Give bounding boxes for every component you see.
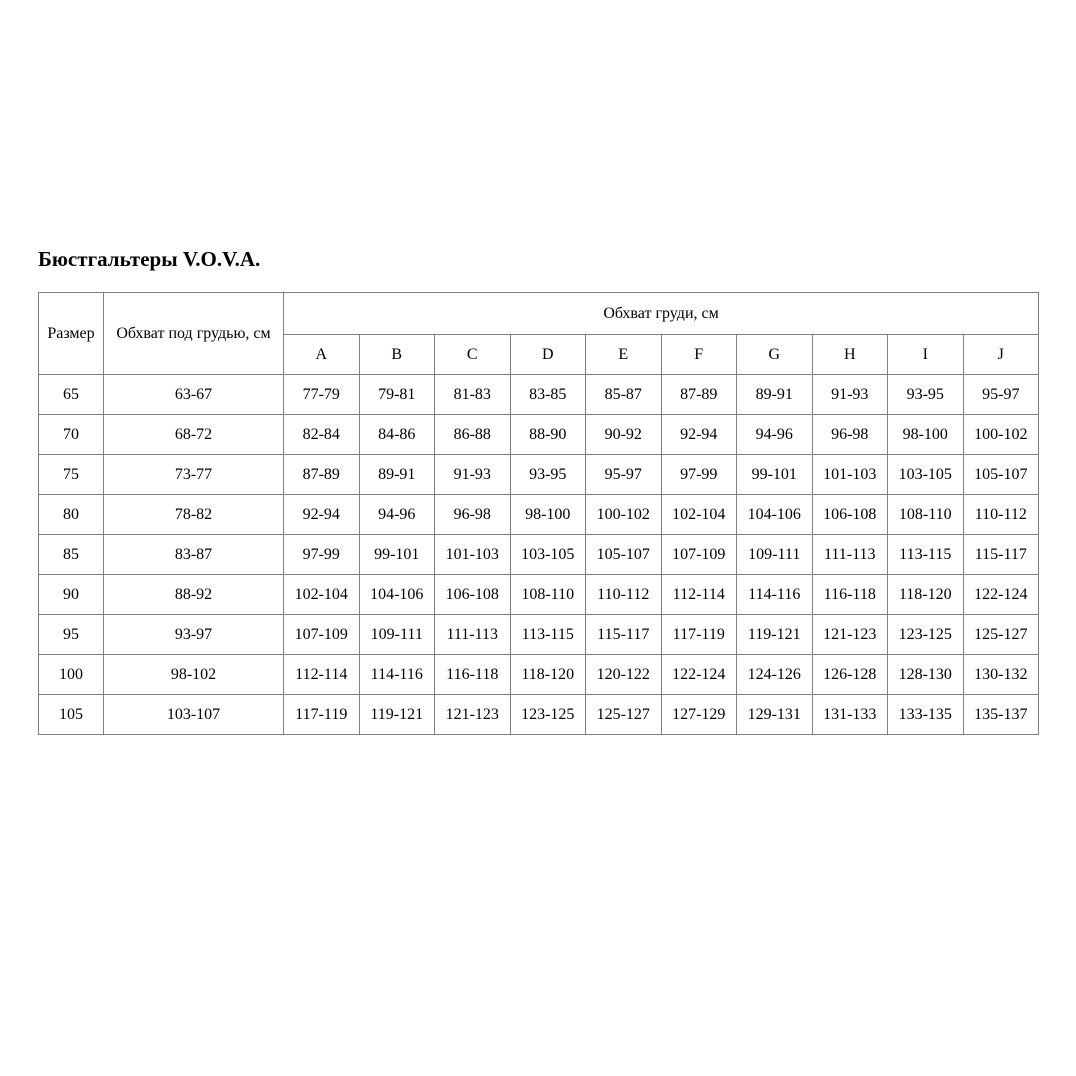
cup-cell: 115-117 bbox=[586, 615, 662, 655]
cup-cell: 133-135 bbox=[888, 695, 964, 735]
cup-cell: 115-117 bbox=[963, 535, 1039, 575]
cup-cell: 102-104 bbox=[284, 575, 360, 615]
cup-cell: 91-93 bbox=[812, 375, 888, 415]
underbust-cell: 103-107 bbox=[104, 695, 284, 735]
underbust-cell: 78-82 bbox=[104, 495, 284, 535]
cup-cell: 111-113 bbox=[812, 535, 888, 575]
cup-cell: 110-112 bbox=[586, 575, 662, 615]
cup-cell: 96-98 bbox=[435, 495, 511, 535]
header-cup-E: E bbox=[586, 335, 662, 375]
cup-cell: 116-118 bbox=[812, 575, 888, 615]
cup-cell: 113-115 bbox=[510, 615, 586, 655]
table-header bbox=[39, 293, 1039, 375]
underbust-cell: 63-67 bbox=[104, 375, 284, 415]
cup-cell: 104-106 bbox=[737, 495, 813, 535]
cup-cell: 124-126 bbox=[737, 655, 813, 695]
size-cell: 70 bbox=[39, 415, 104, 455]
cup-cell: 114-116 bbox=[359, 655, 435, 695]
cup-cell: 106-108 bbox=[435, 575, 511, 615]
page-title: Бюстгальтеры V.O.V.A. bbox=[38, 247, 261, 271]
cup-cell: 135-137 bbox=[963, 695, 1039, 735]
cup-cell: 109-111 bbox=[359, 615, 435, 655]
cup-cell: 108-110 bbox=[510, 575, 586, 615]
cup-cell: 128-130 bbox=[888, 655, 964, 695]
cup-cell: 117-119 bbox=[284, 695, 360, 735]
cup-cell: 99-101 bbox=[359, 535, 435, 575]
cup-cell: 126-128 bbox=[812, 655, 888, 695]
cup-cell: 87-89 bbox=[284, 455, 360, 495]
cup-cell: 95-97 bbox=[963, 375, 1039, 415]
cup-cell: 107-109 bbox=[661, 535, 737, 575]
table-row bbox=[39, 455, 1039, 495]
cup-cell: 121-123 bbox=[435, 695, 511, 735]
header-cup-I: I bbox=[888, 335, 964, 375]
underbust-cell: 93-97 bbox=[104, 615, 284, 655]
cup-cell: 83-85 bbox=[510, 375, 586, 415]
cup-cell: 113-115 bbox=[888, 535, 964, 575]
bust-header-row bbox=[39, 293, 1039, 335]
cup-cell: 84-86 bbox=[359, 415, 435, 455]
cup-cell: 127-129 bbox=[661, 695, 737, 735]
header-cup-D: D bbox=[510, 335, 586, 375]
header-cup-C: C bbox=[435, 335, 511, 375]
cup-cell: 92-94 bbox=[661, 415, 737, 455]
cup-cell: 101-103 bbox=[812, 455, 888, 495]
cup-cell: 122-124 bbox=[963, 575, 1039, 615]
header-cup-A: A bbox=[284, 335, 360, 375]
cup-cell: 90-92 bbox=[586, 415, 662, 455]
cup-cell: 103-105 bbox=[510, 535, 586, 575]
size-cell: 85 bbox=[39, 535, 104, 575]
cup-cell: 111-113 bbox=[435, 615, 511, 655]
cup-cell: 110-112 bbox=[963, 495, 1039, 535]
underbust-cell: 88-92 bbox=[104, 575, 284, 615]
header-cup-B: B bbox=[359, 335, 435, 375]
cup-cell: 123-125 bbox=[888, 615, 964, 655]
cup-cell: 77-79 bbox=[284, 375, 360, 415]
cup-cell: 106-108 bbox=[812, 495, 888, 535]
cup-cell: 105-107 bbox=[586, 535, 662, 575]
cup-cell: 108-110 bbox=[888, 495, 964, 535]
underbust-cell: 83-87 bbox=[104, 535, 284, 575]
cup-cell: 92-94 bbox=[284, 495, 360, 535]
cup-cell: 95-97 bbox=[586, 455, 662, 495]
cup-cell: 103-105 bbox=[888, 455, 964, 495]
cup-cell: 117-119 bbox=[661, 615, 737, 655]
table-row bbox=[39, 695, 1039, 735]
cup-cell: 104-106 bbox=[359, 575, 435, 615]
cup-cell: 89-91 bbox=[737, 375, 813, 415]
table-row bbox=[39, 495, 1039, 535]
table-body bbox=[39, 375, 1039, 735]
cup-cell: 91-93 bbox=[435, 455, 511, 495]
cup-cell: 97-99 bbox=[284, 535, 360, 575]
cup-cell: 94-96 bbox=[737, 415, 813, 455]
header-size: Размер bbox=[39, 293, 104, 375]
cup-cell: 123-125 bbox=[510, 695, 586, 735]
cup-cell: 120-122 bbox=[586, 655, 662, 695]
size-cell: 105 bbox=[39, 695, 104, 735]
table-row bbox=[39, 415, 1039, 455]
cup-cell: 99-101 bbox=[737, 455, 813, 495]
cup-cell: 109-111 bbox=[737, 535, 813, 575]
size-chart-table bbox=[38, 292, 1039, 735]
header-underbust: Обхват под грудью, см bbox=[104, 293, 284, 375]
cup-cell: 98-100 bbox=[510, 495, 586, 535]
cup-cell: 122-124 bbox=[661, 655, 737, 695]
cup-cell: 86-88 bbox=[435, 415, 511, 455]
cup-cell: 82-84 bbox=[284, 415, 360, 455]
table-row bbox=[39, 615, 1039, 655]
underbust-cell: 98-102 bbox=[104, 655, 284, 695]
cup-cell: 102-104 bbox=[661, 495, 737, 535]
cup-cell: 97-99 bbox=[661, 455, 737, 495]
cup-cell: 131-133 bbox=[812, 695, 888, 735]
cup-cell: 129-131 bbox=[737, 695, 813, 735]
cup-cell: 93-95 bbox=[888, 375, 964, 415]
cup-cell: 79-81 bbox=[359, 375, 435, 415]
size-cell: 100 bbox=[39, 655, 104, 695]
cup-cell: 93-95 bbox=[510, 455, 586, 495]
cup-cell: 107-109 bbox=[284, 615, 360, 655]
cup-cell: 125-127 bbox=[963, 615, 1039, 655]
cup-cell: 112-114 bbox=[661, 575, 737, 615]
cup-cell: 94-96 bbox=[359, 495, 435, 535]
cup-cell: 130-132 bbox=[963, 655, 1039, 695]
cup-cell: 116-118 bbox=[435, 655, 511, 695]
header-bust: Обхват груди, см bbox=[284, 293, 1039, 335]
cup-cell: 112-114 bbox=[284, 655, 360, 695]
content-area bbox=[38, 0, 1039, 735]
cup-cell: 89-91 bbox=[359, 455, 435, 495]
cup-cell: 85-87 bbox=[586, 375, 662, 415]
table-row bbox=[39, 375, 1039, 415]
size-cell: 65 bbox=[39, 375, 104, 415]
cup-cell: 100-102 bbox=[586, 495, 662, 535]
size-cell: 80 bbox=[39, 495, 104, 535]
header-cup-H: H bbox=[812, 335, 888, 375]
cup-cell: 119-121 bbox=[737, 615, 813, 655]
size-cell: 75 bbox=[39, 455, 104, 495]
cup-cell: 105-107 bbox=[963, 455, 1039, 495]
cup-cell: 121-123 bbox=[812, 615, 888, 655]
size-cell: 90 bbox=[39, 575, 104, 615]
underbust-cell: 73-77 bbox=[104, 455, 284, 495]
cup-cell: 118-120 bbox=[510, 655, 586, 695]
cup-cell: 98-100 bbox=[888, 415, 964, 455]
cup-cell: 114-116 bbox=[737, 575, 813, 615]
cup-cell: 81-83 bbox=[435, 375, 511, 415]
cup-cell: 119-121 bbox=[359, 695, 435, 735]
header-cup-G: G bbox=[737, 335, 813, 375]
underbust-cell: 68-72 bbox=[104, 415, 284, 455]
cup-cell: 101-103 bbox=[435, 535, 511, 575]
cup-cell: 87-89 bbox=[661, 375, 737, 415]
cup-cell: 96-98 bbox=[812, 415, 888, 455]
cup-cell: 88-90 bbox=[510, 415, 586, 455]
size-cell: 95 bbox=[39, 615, 104, 655]
table-row bbox=[39, 535, 1039, 575]
cup-cell: 118-120 bbox=[888, 575, 964, 615]
header-cup-F: F bbox=[661, 335, 737, 375]
table-row bbox=[39, 655, 1039, 695]
cup-cell: 125-127 bbox=[586, 695, 662, 735]
table-row bbox=[39, 575, 1039, 615]
cup-cell: 100-102 bbox=[963, 415, 1039, 455]
header-cup-J: J bbox=[963, 335, 1039, 375]
